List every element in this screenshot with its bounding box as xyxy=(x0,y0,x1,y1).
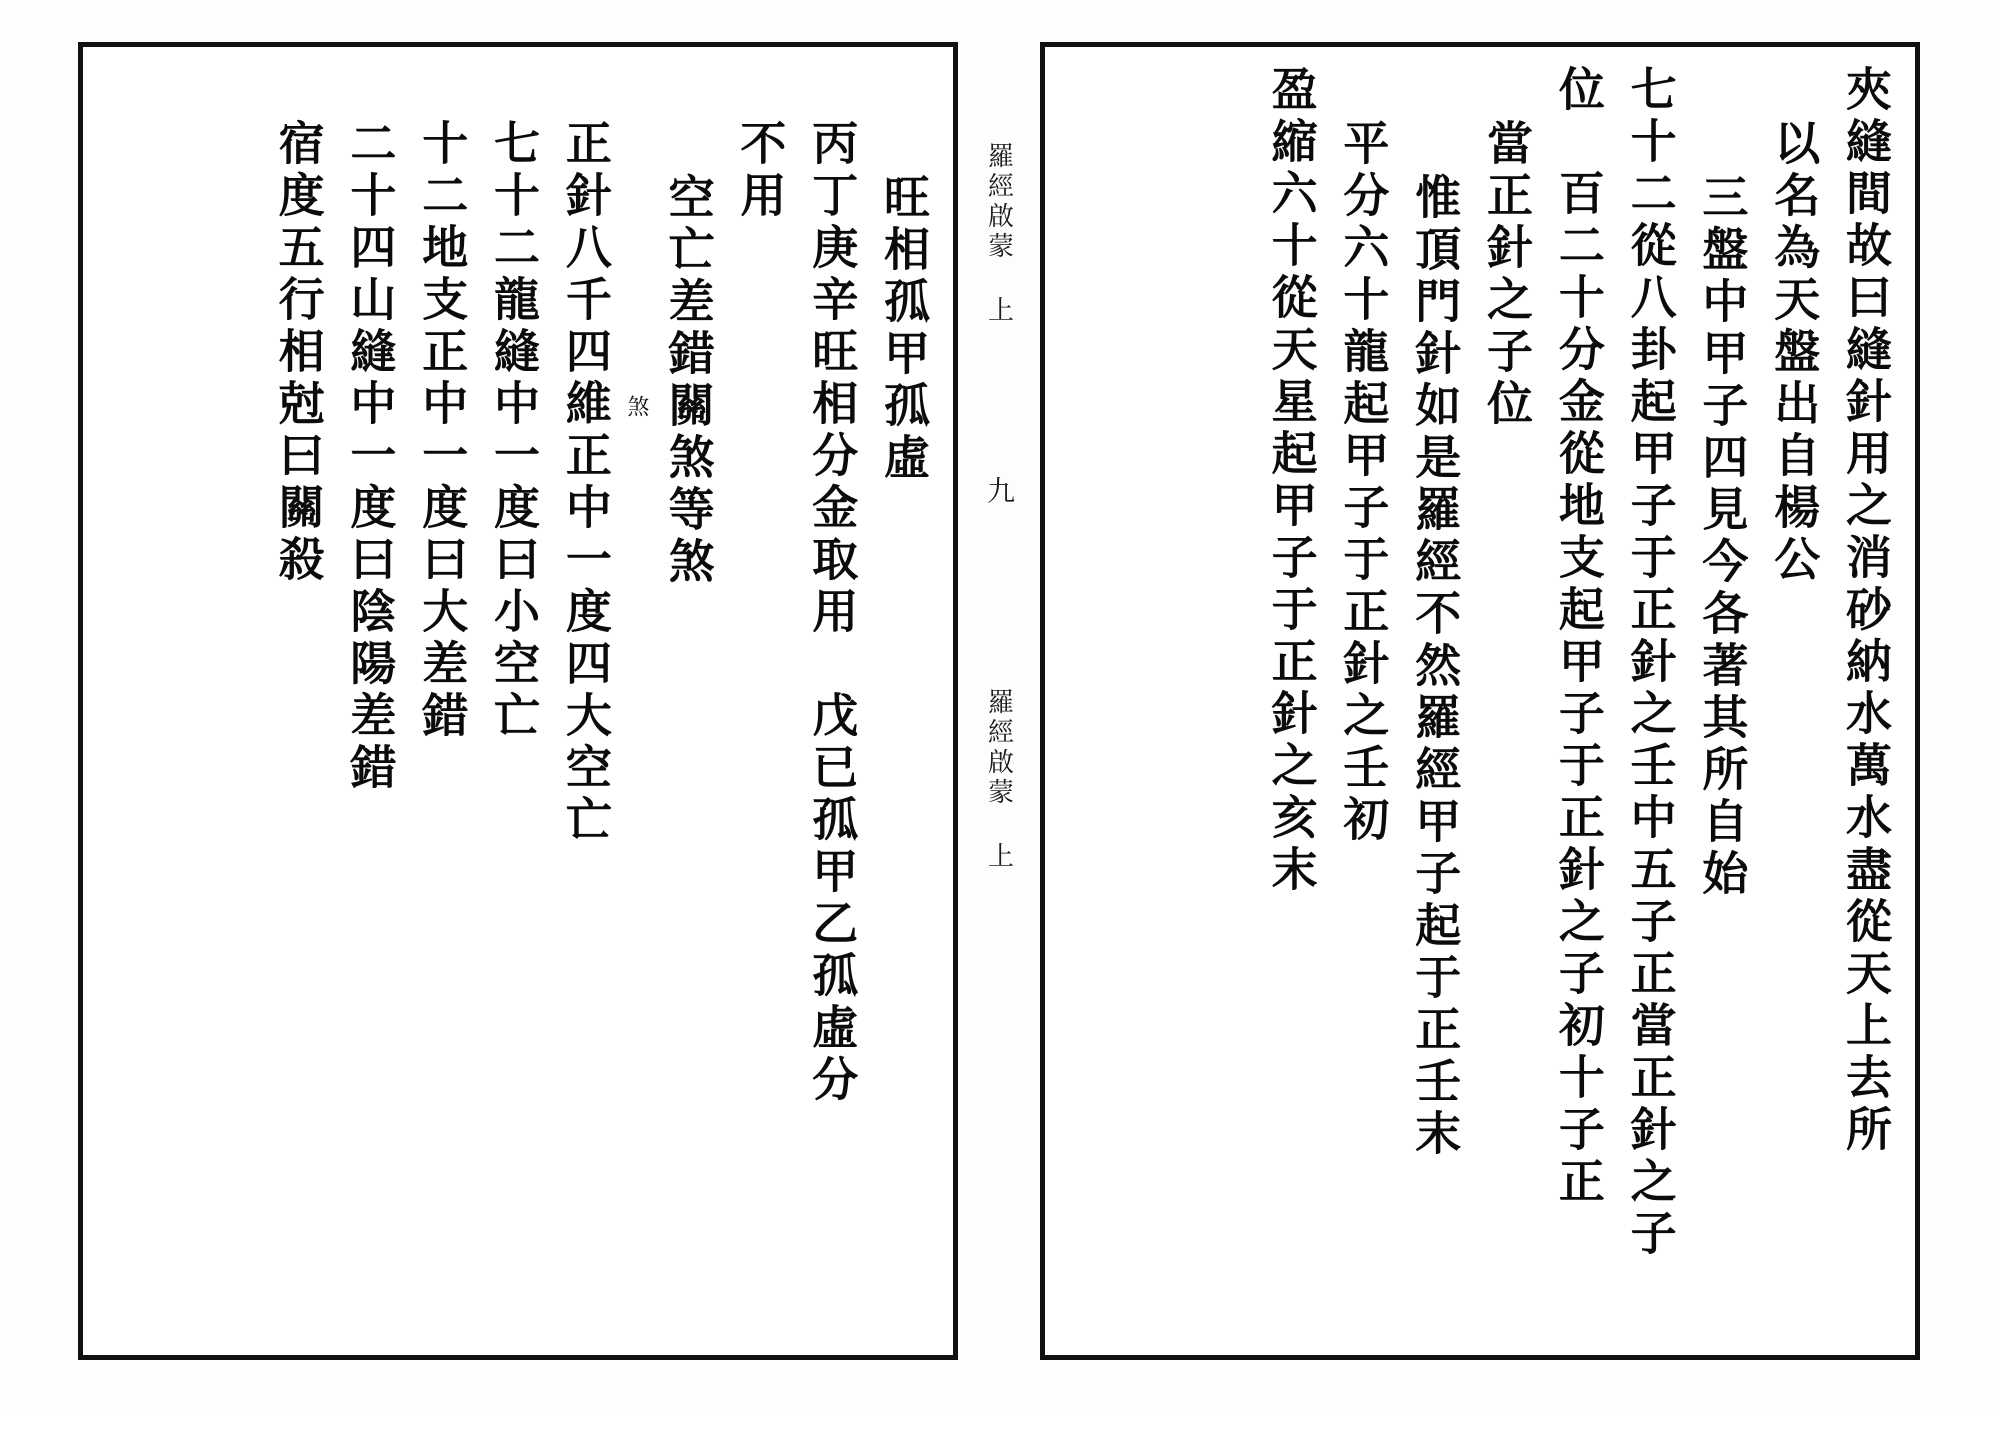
book-title: 羅經啟蒙 xyxy=(983,688,1014,808)
text-column: 丙丁庚辛旺相分金取用 戊已孤甲乙孤虛分 xyxy=(805,119,860,1107)
left-page-leaf xyxy=(78,42,958,1360)
right-page-text-columns xyxy=(1059,65,1901,1337)
marginal-annotation: 煞 xyxy=(623,395,649,419)
text-column: 盈縮六十從天星起甲子于正針之亥末 xyxy=(1264,65,1319,897)
text-column: 位 百二十分金從地支起甲子于正針之子初十子正 xyxy=(1551,65,1606,1209)
text-column: 二十四山縫中一度曰陰陽差錯 xyxy=(343,119,398,795)
book-title: 羅經啟蒙 xyxy=(983,142,1014,262)
text-column: 空亡差錯關煞等煞 xyxy=(661,173,716,589)
text-column: 十二地支正中一度曰大差錯 xyxy=(415,119,470,743)
volume-label: 上 xyxy=(983,296,1014,326)
text-column: 宿度五行相尅曰關殺 xyxy=(271,119,326,587)
left-page-text-columns xyxy=(97,65,939,1337)
text-column: 惟頂門針如是羅經不然羅經甲子起于正壬末 xyxy=(1408,173,1463,1161)
text-column: 七十二龍縫中一度曰小空亡 xyxy=(487,119,542,743)
text-column: 當正針之子位 xyxy=(1480,119,1535,431)
text-column: 以名為天盤出自楊公 xyxy=(1767,119,1822,587)
text-column: 夾縫間故曰縫針用之消砂納水萬水盡從天上去所 xyxy=(1839,65,1893,1157)
book-title-bottom xyxy=(981,688,1018,872)
text-column: 平分六十龍起甲子于正針之壬初 xyxy=(1336,119,1391,847)
page-number-left: 九 xyxy=(983,476,1016,508)
text-column: 不用 xyxy=(733,119,788,223)
book-title-top xyxy=(981,142,1018,326)
volume-label: 上 xyxy=(983,842,1014,872)
right-page-leaf xyxy=(1040,42,1920,1360)
center-gutter xyxy=(958,42,1040,1360)
text-column: 七十二從八卦起甲子于正針之壬中五子正當正針之子 xyxy=(1623,65,1678,1261)
text-column: 三盤中甲子四見今各著其所自始 xyxy=(1695,173,1750,901)
text-column: 旺相孤甲孤虛 xyxy=(877,173,931,485)
text-column: 正針八千四維正中一度四大空亡 xyxy=(558,119,613,847)
